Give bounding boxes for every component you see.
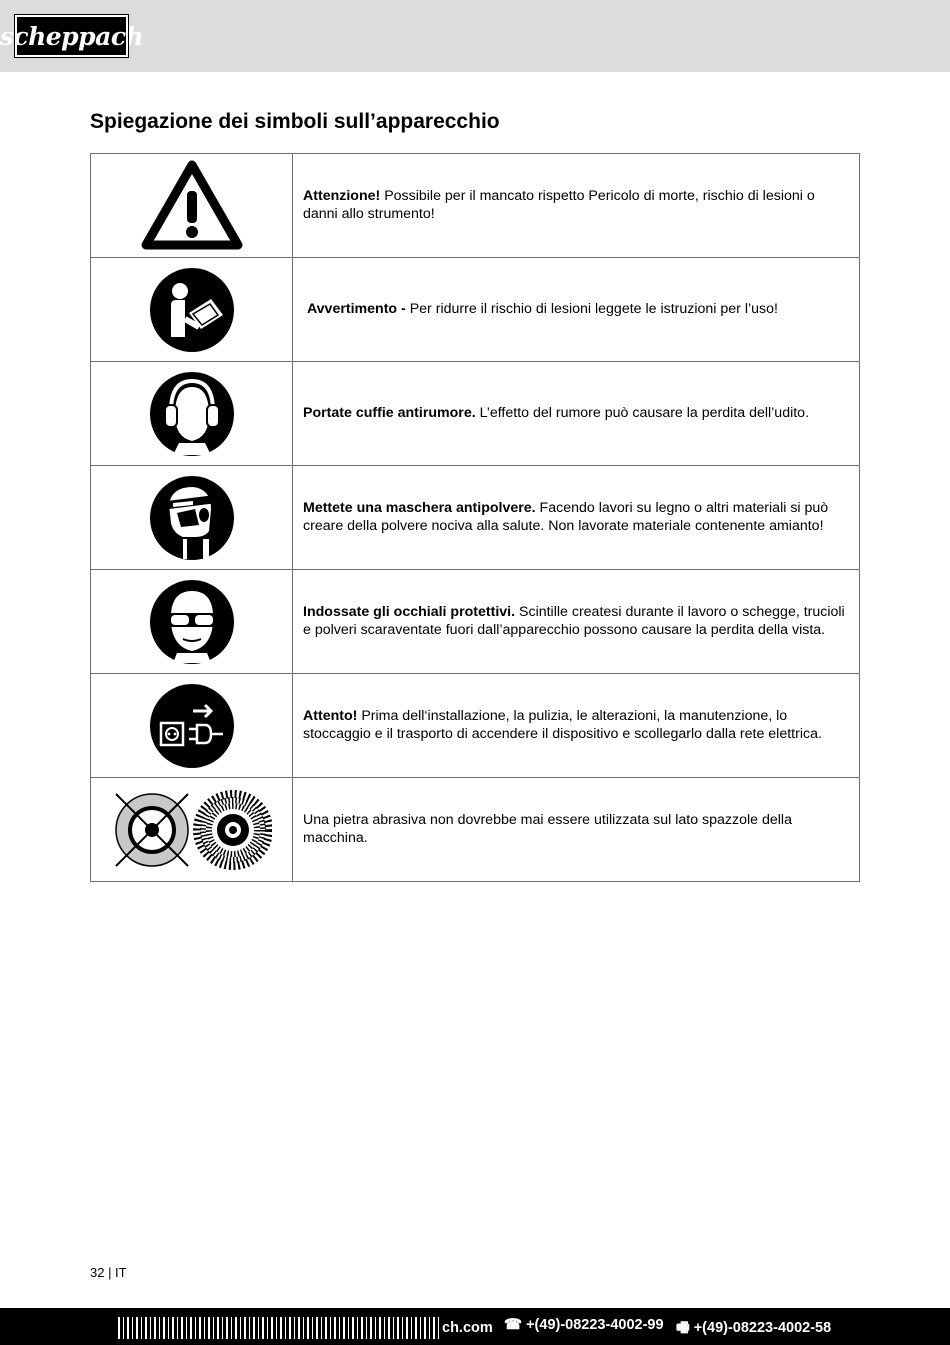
table-row xyxy=(91,258,860,362)
row-text: Prima dell‘installazione, la pulizia, le alterazioni, la manutenzione, lo stoccaggio e il trasporto di accendere il dispositivo e scollegarlo dalla rete elettrica. xyxy=(303,708,822,742)
footer-fax: 🖷 +(49)-08223-4002-58 xyxy=(676,1320,832,1336)
symbols-table xyxy=(90,153,860,882)
table-row xyxy=(91,778,860,882)
table-row xyxy=(91,154,860,258)
row-text: Una pietra abrasiva non dovrebbe mai essere utilizzata sul lato spazzole della macchina. xyxy=(303,812,792,846)
header-band xyxy=(0,0,950,72)
table-row xyxy=(91,362,860,466)
row-text: Facendo lavori su legno o altri materiali si può creare della polvere nociva alla salute. Non lavorate materiale contenente amianto! xyxy=(303,500,829,534)
unplug-icon xyxy=(149,683,235,769)
row-text: L’effetto del rumore può causare la perdita dell’udito. xyxy=(475,404,810,421)
row-text: Scintille createsi durante il lavoro o schegge, trucioli e polveri scaraventate fuori dall’apparecchio possono causare la perdita della vista. xyxy=(303,604,845,638)
safety-goggles-icon xyxy=(149,579,235,665)
row-bold-label: Attento! xyxy=(303,708,358,724)
footer-phone: ☎ +(49)-08223-4002-99 xyxy=(504,1317,664,1333)
footer-website xyxy=(118,1317,493,1339)
row-text: Per ridurre il rischio di lesioni leggete le istruzioni per l’uso! xyxy=(405,300,778,317)
no-grinding-wheel-on-brush-side-icon xyxy=(112,790,272,870)
dust-mask-icon xyxy=(149,475,235,561)
website-obscured-graphic xyxy=(118,1317,440,1339)
row-text: Possibile per il mancato rispetto Pericolo di morte, rischio di lesioni o danni allo strumento! xyxy=(303,188,815,222)
row-bold-label: Attenzione! xyxy=(303,188,381,204)
warning-triangle-icon xyxy=(140,159,244,253)
footer xyxy=(0,1308,950,1345)
table-row xyxy=(91,674,860,778)
scheppach-logo: scheppach xyxy=(15,15,128,57)
table-row xyxy=(91,466,860,570)
row-bold-label: Mettete una maschera antipolvere. xyxy=(303,500,536,516)
read-manual-icon xyxy=(149,267,235,353)
page-number: 32 | IT xyxy=(90,1265,127,1280)
row-bold-label: Portate cuffie antirumore. xyxy=(303,404,476,421)
row-bold-label: Indossate gli occhiali protettivi. xyxy=(303,604,516,620)
table-row xyxy=(91,570,860,674)
ear-protection-icon xyxy=(149,371,235,457)
row-bold-label: Avvertimento - xyxy=(306,300,406,317)
page-title: Spiegazione dei simboli sull’apparecchio xyxy=(90,110,500,133)
website-suffix: ch.com xyxy=(442,1320,493,1336)
